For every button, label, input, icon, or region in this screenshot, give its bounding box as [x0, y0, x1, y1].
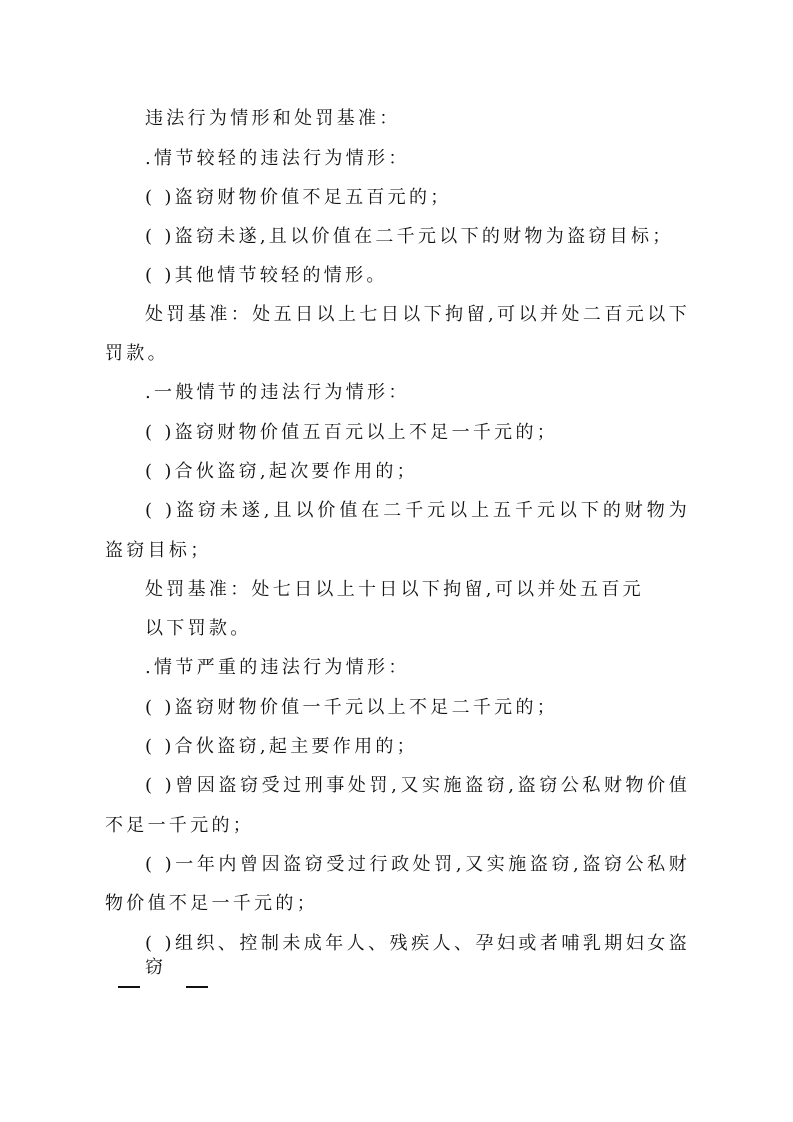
- page-number-marker: [118, 974, 218, 994]
- list-item: ( )曾因盗窃受过刑事处罚,又实施盗窃,盗窃公私财物价值: [145, 775, 690, 796]
- subsection-heading-general: .一般情节的违法行为情形：: [145, 382, 410, 403]
- list-item: ( )盗窃未遂,且以价值在二千元以下的财物为盗窃目标；: [145, 226, 674, 247]
- list-item: ( )合伙盗窃,起主要作用的；: [145, 736, 418, 757]
- list-item: ( )盗窃财物价值五百元以上不足一千元的；: [145, 422, 559, 443]
- subsection-heading-serious: .情节严重的违法行为情形：: [145, 657, 410, 678]
- list-item-continuation: 物价值不足一千元的；: [105, 893, 318, 914]
- list-item-continuation: 盗窃目标；: [105, 540, 212, 561]
- penalty-standard-line: 处罚基准：处五日以上七日以下拘留,可以并处二百元以下: [145, 304, 690, 325]
- list-item: ( )组织、控制未成年人、残疾人、孕妇或者哺乳期妇女盗窃: [145, 933, 690, 978]
- penalty-standard-line: 处罚基准：处七日以上十日以下拘留,可以并处五百元: [145, 579, 644, 600]
- list-item: ( )盗窃未遂,且以价值在二千元以上五千元以下的财物为: [145, 500, 690, 521]
- list-item: ( )其他情节较轻的情形。: [145, 265, 388, 286]
- penalty-standard-continuation: 以下罚款。: [145, 618, 252, 639]
- page-number-dash-right: [186, 986, 208, 988]
- section-heading: 违法行为情形和处罚基准：: [145, 108, 401, 129]
- subsection-heading-minor: .情节较轻的违法行为情形：: [145, 148, 410, 169]
- list-item: ( )一年内曾因盗窃受过行政处罚,又实施盗窃,盗窃公私财: [145, 854, 690, 875]
- list-item: ( )盗窃财物价值不足五百元的；: [145, 187, 452, 208]
- list-item-continuation: 不足一千元的；: [105, 815, 255, 836]
- penalty-standard-continuation: 罚款。: [105, 343, 169, 364]
- list-item: ( )合伙盗窃,起次要作用的；: [145, 461, 418, 482]
- list-item: ( )盗窃财物价值一千元以上不足二千元的；: [145, 697, 559, 718]
- page-number-dash-left: [118, 986, 140, 988]
